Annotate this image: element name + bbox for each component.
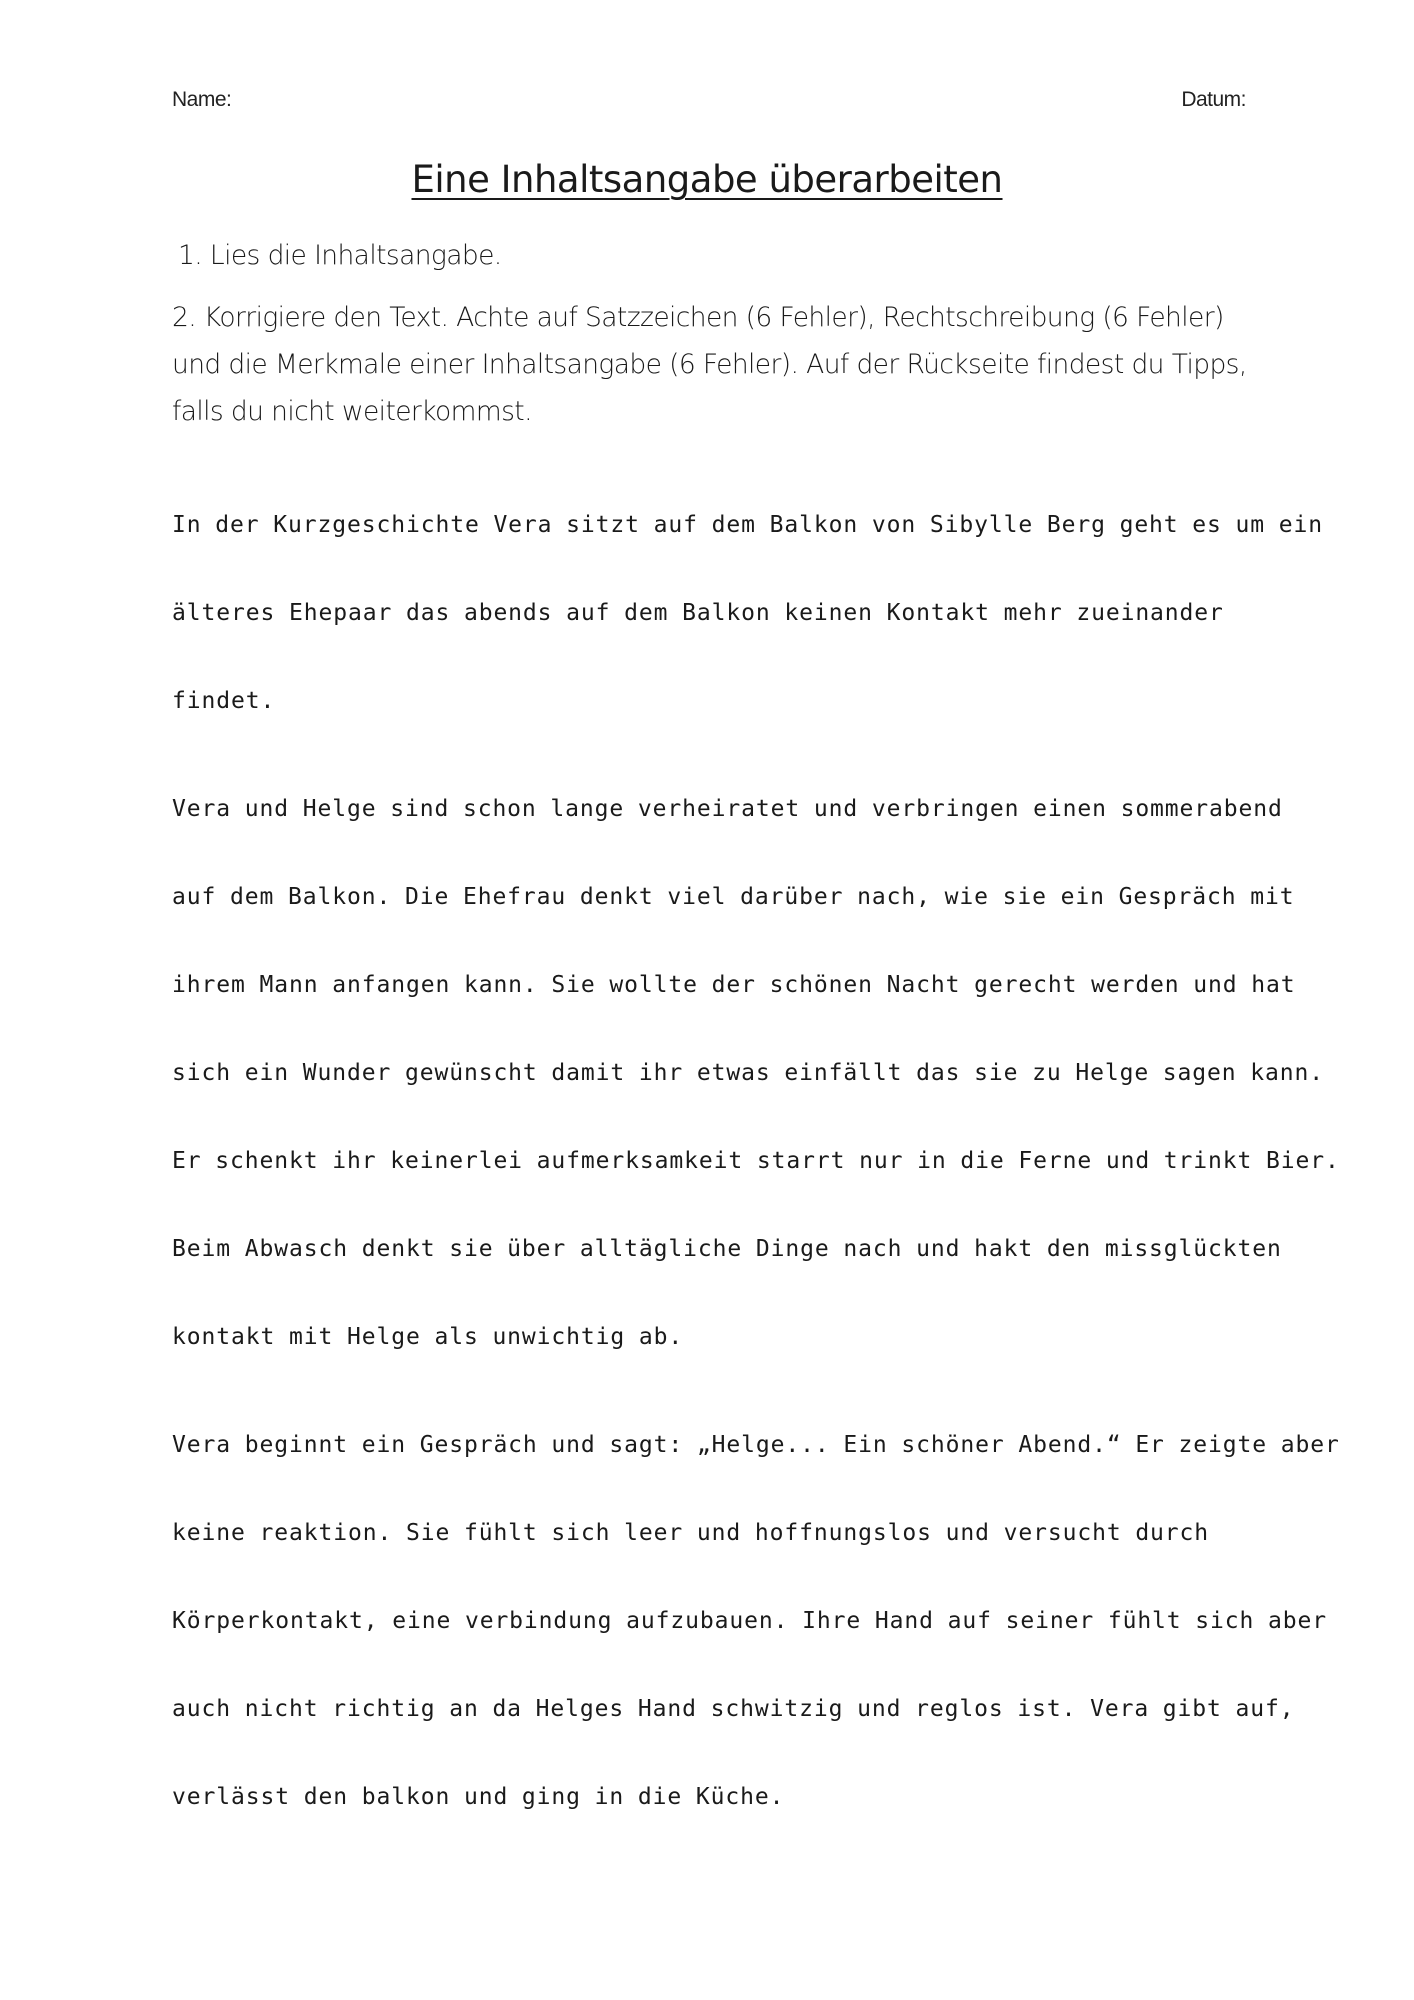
task-instruction-2: 2. Korrigiere den Text. Achte auf Satzzeichen (6 Fehler), Rechtschreibung (6 Fehler) und die Merkmale einer Inhaltsangabe (6 Fehler). Auf der Rückseite findest du Tipps, falls du nicht weiterkommst. — [172, 302, 1247, 427]
text-line: kontakt mit Helge als unwichtig ab. — [172, 1324, 684, 1350]
text-line: Beim Abwasch denkt sie über alltägliche Dinge nach und hakt den missglückten — [172, 1236, 1282, 1262]
text-line: verlässt den balkon und ging in die Küche. — [172, 1784, 785, 1810]
text-line: Vera und Helge sind schon lange verheiratet und verbringen einen sommerabend — [172, 796, 1283, 822]
page-title-text: Eine Inhaltsangabe überarbeiten — [411, 158, 1003, 201]
summary-paragraph-2 — [172, 765, 1340, 1381]
text-line: Er schenkt ihr keinerlei aufmerksamkeit starrt nur in die Ferne und trinkt Bier. — [172, 1148, 1340, 1174]
text-line: findet. — [172, 688, 276, 714]
summary-paragraph-1 — [172, 481, 1324, 745]
text-line: Vera beginnt ein Gespräch und sagt: „Helge... Ein schöner Abend.“ Er zeigte aber — [172, 1432, 1340, 1458]
summary-paragraph-3 — [172, 1401, 1340, 1841]
date-field-label: Datum: — [1181, 88, 1246, 111]
text-line: Körperkontakt, eine verbindung aufzubauen. Ihre Hand auf seiner fühlt sich aber — [172, 1608, 1328, 1634]
task-instruction-1: 1. Lies die Inhaltsangabe. — [178, 240, 502, 271]
text-line: sich ein Wunder gewünscht damit ihr etwas einfällt das sie zu Helge sagen kann. — [172, 1060, 1325, 1086]
text-line: ihrem Mann anfangen kann. Sie wollte der schönen Nacht gerecht werden und hat — [172, 972, 1296, 998]
text-line: In der Kurzgeschichte Vera sitzt auf dem Balkon von Sibylle Berg geht es um ein — [172, 512, 1324, 538]
text-line: älteres Ehepaar das abends auf dem Balkon keinen Kontakt mehr zueinander — [172, 600, 1224, 626]
text-line: auch nicht richtig an da Helges Hand schwitzig und reglos ist. Vera gibt auf, — [172, 1696, 1295, 1722]
text-line: keine reaktion. Sie fühlt sich leer und hoffnungslos und versucht durch — [172, 1520, 1210, 1546]
text-line: auf dem Balkon. Die Ehefrau denkt viel darüber nach, wie sie ein Gespräch mit — [172, 884, 1295, 910]
name-field-label: Name: — [172, 88, 232, 111]
page-title — [0, 158, 1414, 201]
